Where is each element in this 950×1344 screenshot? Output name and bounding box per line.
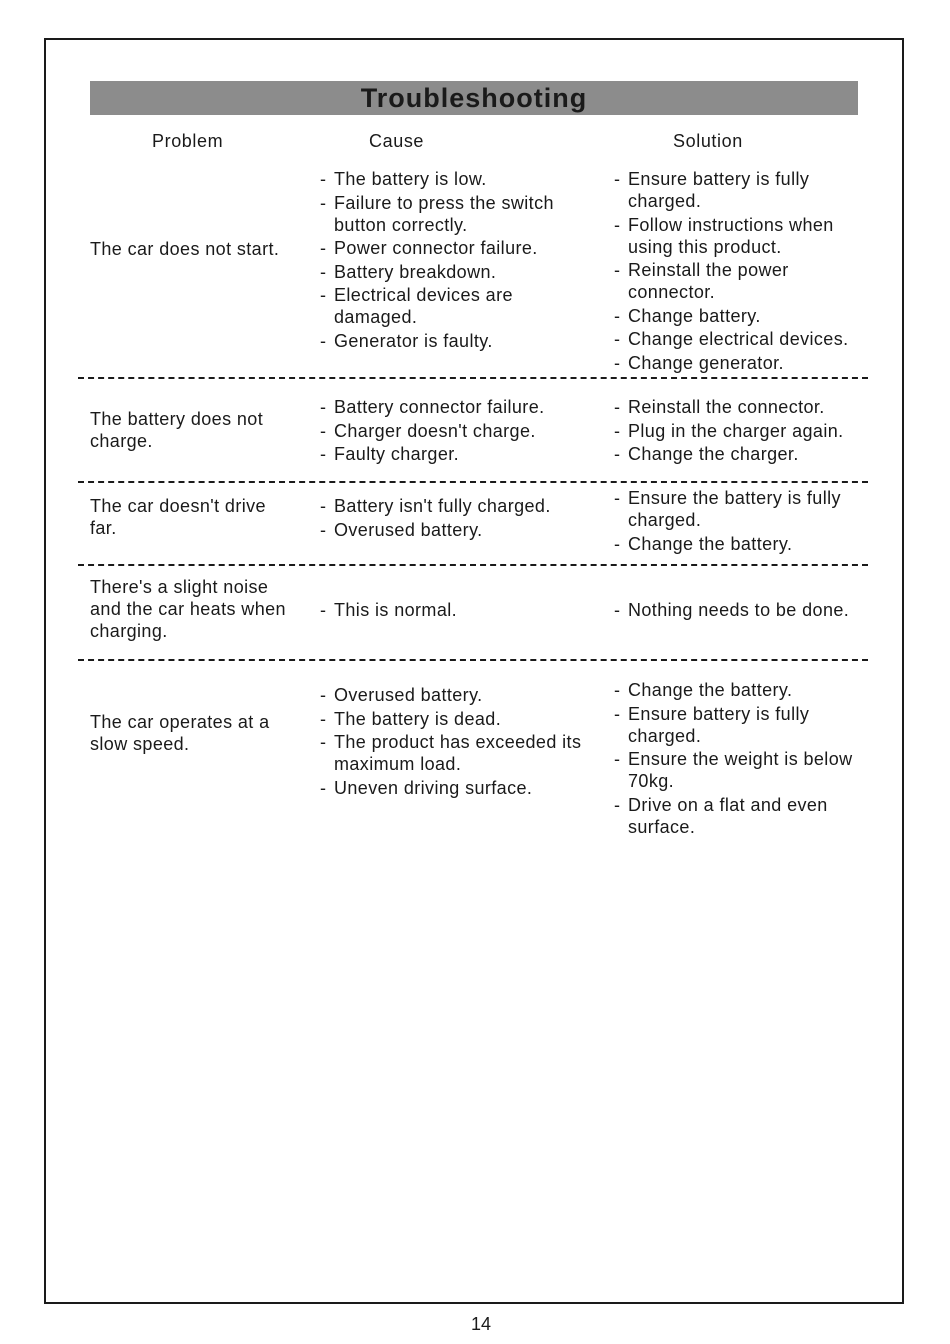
- solution-item: - Reinstall the connector.: [614, 396, 879, 418]
- solution-list: [614, 168, 879, 376]
- solution-item: - Ensure battery is fully charged.: [614, 703, 833, 747]
- solution-item: - Drive on a flat and even surface.: [614, 794, 853, 838]
- cause-list: [320, 396, 605, 467]
- solution-item: - Ensure the battery is fully charged.: [614, 487, 873, 531]
- cause-item: - Overused battery.: [320, 684, 605, 706]
- page-title: Troubleshooting: [360, 82, 588, 113]
- cause-item: - The battery is dead.: [320, 708, 605, 730]
- cause-item: - Electrical devices are damaged.: [320, 284, 534, 328]
- solution-list: [614, 396, 879, 467]
- cause-item: - Failure to press the switch button correctly.: [320, 192, 574, 236]
- solution-item: - Reinstall the power connector.: [614, 259, 813, 303]
- cause-item: - Battery isn't fully charged.: [320, 495, 605, 517]
- cause-item: - The battery is low.: [320, 168, 605, 190]
- row-divider: [78, 377, 868, 379]
- cause-item: - Generator is faulty.: [320, 330, 605, 352]
- column-header-problem: Problem: [152, 131, 224, 151]
- solution-item: - Ensure battery is fully charged.: [614, 168, 833, 212]
- solution-item: - Ensure the weight is below 70kg.: [614, 748, 878, 792]
- solution-item: - Nothing needs to be done.: [614, 599, 879, 621]
- cause-item: - Faulty charger.: [320, 443, 605, 465]
- title-bar: [90, 81, 858, 115]
- solution-item: - Change the battery.: [614, 679, 879, 701]
- cause-list: [320, 495, 605, 542]
- row-divider: [78, 659, 868, 661]
- column-header-cause: Cause: [369, 131, 425, 151]
- solution-item: - Follow instructions when using this product.: [614, 214, 858, 258]
- solution-item: - Change generator.: [614, 352, 879, 374]
- row-divider: [78, 481, 868, 483]
- row-divider: [78, 564, 868, 566]
- cause-item: - This is normal.: [320, 599, 605, 621]
- problem-text: The battery does not charge.: [90, 409, 264, 451]
- problem-text: The car doesn't drive far.: [90, 496, 266, 538]
- cause-item: - Charger doesn't charge.: [320, 420, 605, 442]
- cause-item: - Overused battery.: [320, 519, 605, 541]
- page-number: 14: [470, 1314, 492, 1334]
- solution-item: - Change electrical devices.: [614, 328, 883, 350]
- cause-item: - Uneven driving surface.: [320, 777, 605, 799]
- solution-item: - Change the battery.: [614, 533, 879, 555]
- problem-text: The car operates at a slow speed.: [90, 712, 270, 754]
- column-header-solution: Solution: [673, 131, 743, 151]
- solution-item: - Change battery.: [614, 305, 879, 327]
- cause-list: [320, 599, 605, 623]
- problem-text: There's a slight noise and the car heats when charging.: [90, 577, 286, 641]
- cause-item: - The product has exceeded its maximum load.: [320, 731, 609, 775]
- solution-list: [614, 599, 879, 623]
- cause-item: - Battery connector failure.: [320, 396, 605, 418]
- solution-item: - Plug in the charger again.: [614, 420, 879, 442]
- solution-list: [614, 679, 879, 839]
- cause-item: - Power connector failure.: [320, 237, 605, 259]
- cause-item: - Battery breakdown.: [320, 261, 605, 283]
- solution-list: [614, 487, 879, 556]
- cause-list: [320, 168, 605, 354]
- problem-text: The car does not start.: [90, 239, 280, 259]
- solution-item: - Change the charger.: [614, 443, 879, 465]
- cause-list: [320, 684, 605, 800]
